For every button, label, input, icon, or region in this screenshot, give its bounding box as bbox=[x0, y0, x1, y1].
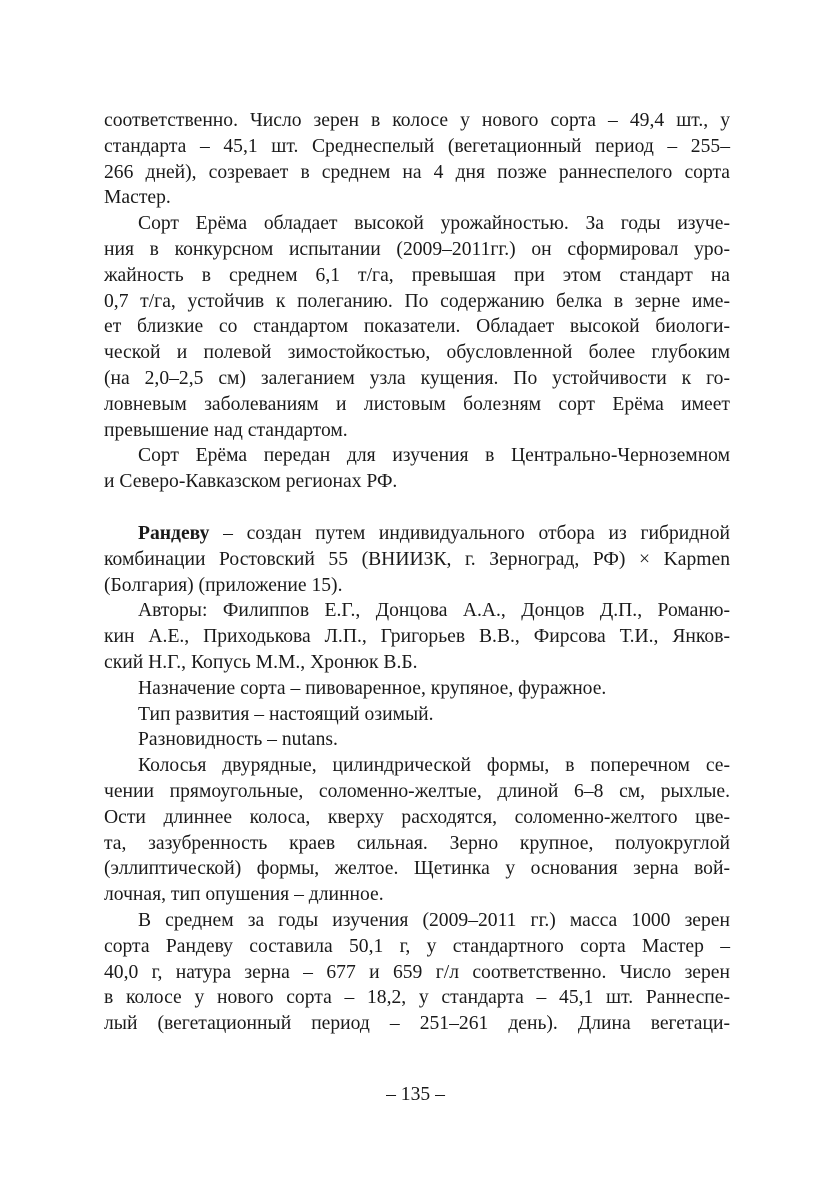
text-line: Авторы: Филиппов Е.Г., Донцова А.А., Донцов Д.П., Романю- bbox=[138, 600, 730, 622]
text-line: ния в конкурсном испытании (2009–2011гг.) он сформировал уро- bbox=[104, 238, 730, 260]
text-line: Тип развития – настоящий озимый. bbox=[138, 703, 434, 725]
page-number: – 135 – bbox=[386, 1084, 445, 1105]
paragraph-authors bbox=[104, 598, 730, 675]
text-line: ет близкие со стандартом показатели. Обладает высокой биологи- bbox=[104, 316, 730, 338]
text-line: комбинации Ростовский 55 (ВНИИЗК, г. Зерноград, РФ) × Kapmen bbox=[104, 548, 730, 570]
variety-title: Рандеву bbox=[138, 522, 210, 544]
text-line: В среднем за годы изучения (2009–2011 гг.) масса 1000 зерен bbox=[138, 909, 730, 931]
text-line: Колосья двурядные, цилиндрической формы, в поперечном се- bbox=[138, 755, 730, 777]
text-line bbox=[104, 521, 730, 547]
text-line: чении прямоугольные, соломенно-желтые, длиной 6–8 см, рыхлые. bbox=[104, 780, 730, 802]
variety-intro-text: – создан путем индивидуального отбора из гибридной bbox=[209, 522, 730, 544]
paragraph-morphology bbox=[104, 753, 730, 908]
text-line: кин А.Е., Приходькова Л.П., Григорьев В.В., Фирсова Т.И., Янков- bbox=[104, 626, 730, 648]
text-line: и Северо-Кавказском регионах РФ. bbox=[104, 471, 398, 493]
paragraph-grain-mass bbox=[104, 908, 730, 1037]
paragraph-continuation bbox=[104, 108, 730, 211]
text-line: (эллиптической) формы, желтое. Щетинка у основания зерна вой- bbox=[104, 858, 730, 880]
text-line: лочная, тип опушения – длинное. bbox=[104, 884, 384, 906]
text-line: Сорт Ерёма обладает высокой урожайностью. За годы изуче- bbox=[138, 213, 730, 235]
text-line: сорта Рандеву составила 50,1 г, у стандартного сорта Мастер – bbox=[104, 935, 730, 957]
page-text bbox=[104, 108, 730, 1037]
text-line: Разновидность – nutans. bbox=[138, 729, 338, 751]
text-line: (на 2,0–2,5 см) залеганием узла кущения. По устойчивости к го- bbox=[104, 367, 730, 389]
text-line: Мастер. bbox=[104, 187, 171, 209]
text-line: Назначение сорта – пивоваренное, крупяное, фуражное. bbox=[138, 677, 607, 699]
text-line: превышение над стандартом. bbox=[104, 419, 348, 441]
text-line: Ости длиннее колоса, кверху расходятся, соломенно-желтого цве- bbox=[104, 806, 730, 828]
paragraph-variety-intro bbox=[104, 521, 730, 598]
text-line: 40,0 г, натура зерна – 677 и 659 г/л соответственно. Число зерен bbox=[104, 961, 730, 983]
paragraph-variety-form bbox=[104, 727, 730, 753]
text-line: ловневым заболеваниям и листовым болезням сорт Ерёма имеет bbox=[104, 393, 730, 415]
text-line: стандарта – 45,1 шт. Среднеспелый (вегетационный период – 255– bbox=[104, 135, 730, 157]
text-line: Сорт Ерёма передан для изучения в Центрально-Черноземном bbox=[138, 445, 730, 467]
paragraph-purpose bbox=[104, 676, 730, 702]
text-line: в колосе у нового сорта – 18,2, у стандарта – 45,1 шт. Раннеспе- bbox=[104, 987, 730, 1009]
text-line: 0,7 т/га, устойчив к полеганию. По содержанию белка в зерне име- bbox=[104, 290, 730, 312]
paragraph-regions bbox=[104, 443, 730, 495]
paragraph-development-type bbox=[104, 702, 730, 728]
text-line: соответственно. Число зерен в колосе у нового сорта – 49,4 шт., у bbox=[104, 110, 730, 131]
text-line: та, зазубренность краев сильная. Зерно крупное, полуокруглой bbox=[104, 832, 730, 854]
text-line: жайность в среднем 6,1 т/га, превышая при этом стандарт на bbox=[104, 264, 730, 286]
paragraph-gap bbox=[104, 495, 730, 521]
text-line: лый (вегетационный период – 251–261 день). Длина вегетаци- bbox=[104, 1013, 730, 1035]
text-line: (Болгария) (приложение 15). bbox=[104, 574, 343, 596]
text-line: 266 дней), созревает в среднем на 4 дня позже раннеспелого сорта bbox=[104, 161, 730, 183]
text-line: ский Н.Г., Копусь М.М., Хронюк В.Б. bbox=[104, 651, 418, 673]
paragraph-yield bbox=[104, 211, 730, 443]
text-line: ческой и полевой зимостойкостью, обусловленной более глубоким bbox=[104, 342, 730, 364]
